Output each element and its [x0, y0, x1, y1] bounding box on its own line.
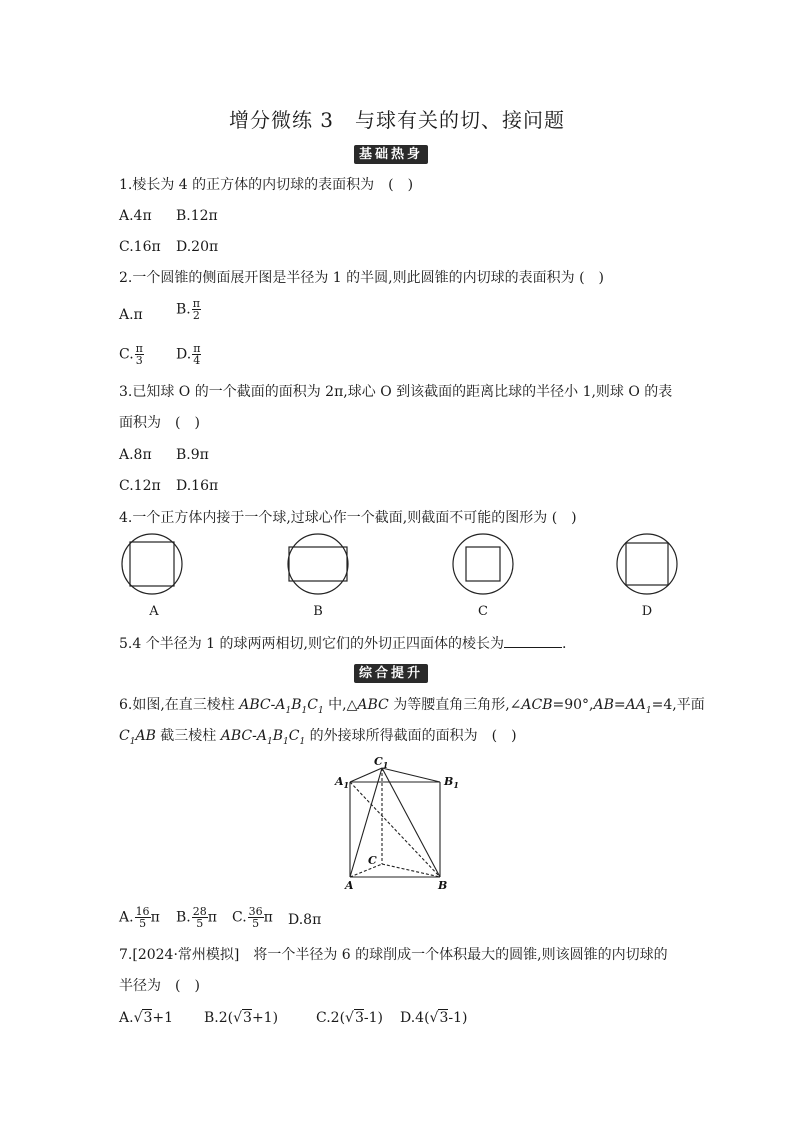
q4-figure-d[interactable] — [617, 534, 677, 594]
question-3-line1: 3.已知球 O 的一个截面的面积为 2π,球心 O 到该截面的距离比球的半径小 1,则球 O 的表 — [119, 384, 673, 400]
q3-option-b[interactable]: B.9π — [176, 447, 209, 463]
q3-option-c[interactable]: C.12π — [119, 478, 161, 494]
section-badge-advanced: 综合提升 — [354, 664, 428, 683]
q6-option-b[interactable]: B. $\frac{28}{5}$ π — [176, 905, 217, 930]
question-6-line1: 6.如图,在直三棱柱 ABC-$A_1B_1C_1$ 中,△ABC 为等腰直角三角形$,\angle ACB=90^\circ,AB=AA_1=4$,平面 — [119, 697, 705, 716]
section-badge-basic: 基础热身 — [354, 145, 428, 164]
question-5-stem: 5.4 个半径为 1 的球两两相切,则它们的外切正四面体的棱长为 . — [119, 633, 566, 654]
q4-label-c: C — [478, 604, 488, 619]
page-title: 增分微练 3 与球有关的切、接问题 — [228, 108, 566, 132]
q1-option-a[interactable]: A.4π — [119, 208, 152, 224]
q2-option-d[interactable]: D. $\frac{\pi}{4}$ — [176, 342, 201, 367]
q5-answer-blank[interactable] — [504, 633, 562, 648]
q3-option-d[interactable]: D.16π — [176, 478, 219, 494]
vertex-b1: $B_1$ — [444, 775, 459, 790]
q3-option-a[interactable]: A.8π — [119, 447, 152, 463]
q6-prism-figure — [330, 752, 470, 897]
question-7-line1: 7.[2024·常州模拟] 将一个半径为 6 的球削成一个体积最大的圆锥,则该圆锥的内切球的 — [119, 947, 668, 963]
q2-option-b[interactable]: B. $\frac{\pi}{2}$ — [176, 297, 200, 322]
vertex-c1: $C_1$ — [374, 755, 389, 770]
q1-option-b[interactable]: B.12π — [176, 208, 218, 224]
q2-option-c[interactable]: C. $\frac{\pi}{3}$ — [119, 342, 143, 367]
vertex-a1: $A_1$ — [335, 775, 350, 790]
q6-option-d[interactable]: D.8π — [288, 912, 322, 928]
q4-figure-b[interactable] — [288, 534, 348, 594]
question-4-stem: 4.一个正方体内接于一个球,过球心作一个截面,则截面不可能的图形为 ( ) — [119, 510, 577, 526]
vertex-b: B — [438, 879, 448, 892]
q4-label-d: D — [641, 604, 653, 619]
question-6-line2: $C_1AB$ 截三棱柱 ABC-$A_1B_1C_1$ 的外接球所得截面的面积为 ( ) — [119, 728, 517, 747]
question-1-stem: 1.棱长为 4 的正方体的内切球的表面积为 ( ) — [119, 177, 414, 193]
vertex-a: A — [345, 879, 354, 892]
q6-option-a[interactable]: A. $\frac{16}{5}$ π — [119, 905, 160, 930]
q4-label-a: A — [149, 604, 159, 619]
q7-option-a[interactable]: A.√3+1 — [119, 1010, 174, 1026]
q4-figure-c[interactable] — [453, 534, 513, 594]
q1-option-c[interactable]: C.16π — [119, 239, 161, 255]
q2-option-a[interactable]: A.π — [119, 307, 143, 323]
question-3-line2: 面积为 ( ) — [119, 415, 200, 431]
q7-option-b[interactable]: B.2(√3+1) — [204, 1010, 279, 1026]
q4-figures — [115, 532, 685, 626]
q6-option-c[interactable]: C. $\frac{36}{5}$ π — [232, 905, 273, 930]
question-2-stem: 2.一个圆锥的侧面展开图是半径为 1 的半圆,则此圆锥的内切球的表面积为 ( ) — [119, 270, 604, 286]
question-7-line2: 半径为 ( ) — [119, 978, 200, 994]
q7-option-c[interactable]: C.2(√3-1) — [316, 1010, 383, 1026]
vertex-c: C — [368, 854, 377, 867]
q7-option-d[interactable]: D.4(√3-1) — [400, 1010, 468, 1026]
q4-figure-a[interactable] — [122, 534, 182, 594]
q1-option-d[interactable]: D.20π — [176, 239, 219, 255]
q4-label-b: B — [313, 604, 323, 619]
